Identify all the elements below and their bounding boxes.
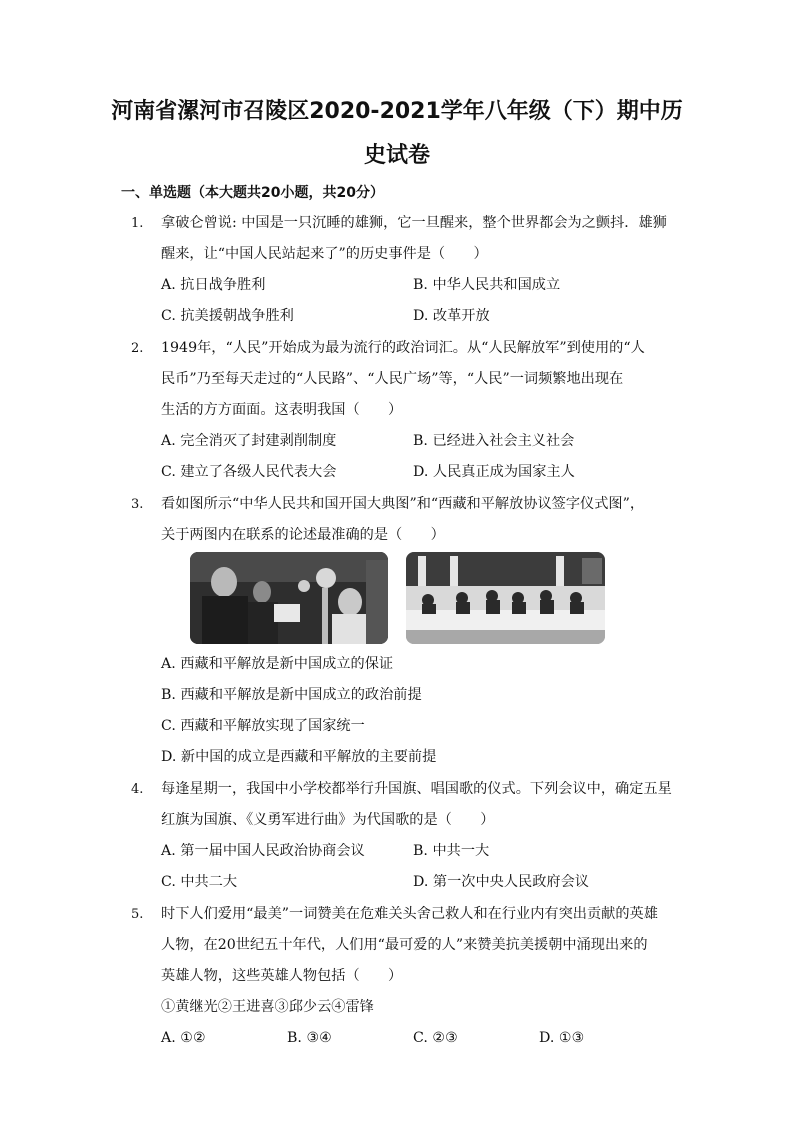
option-a: A. 抗日战争胜利 [161,277,266,293]
question-text: ①黄继光②王进喜③邱少云④雷锋 [161,999,374,1015]
question-number: 2. [131,341,144,356]
option-b: B. 西藏和平解放是新中国成立的政治前提 [161,687,422,703]
option-c: C. 建立了各级人民代表大会 [161,464,337,480]
question-text: 每逢星期一，我国中小学校都举行升国旗、唱国歌的仪式。下列会议中，确定五星 [161,781,672,797]
tibet-agreement-signing-photo [406,552,605,644]
option-d: D. ①③ [539,1030,585,1046]
option-a: A. ①② [161,1030,206,1046]
question-number: 1. [131,216,144,231]
option-d: D. 人民真正成为国家主人 [413,464,575,480]
question-number: 3. [131,497,144,512]
question-text: 红旗为国旗、《义勇军进行曲》为代国歌的是（ ） [161,812,495,828]
question-text: 拿破仑曾说: 中国是一只沉睡的雄狮，它一旦醒来，整个世界都会为之颤抖．雄狮 [161,215,667,231]
option-c: C. 中共二大 [161,874,238,890]
question-text: 民币”乃至每天走过的“人民路”、“人民广场”等，“人民”一词频繁地出现在 [161,371,624,387]
option-b: B. 已经进入社会主义社会 [413,433,575,449]
option-d: D. 改革开放 [413,308,490,324]
question-text: 关于两图内在联系的论述最准确的是（ ） [161,527,445,543]
option-c: C. 抗美援朝战争胜利 [161,308,294,324]
option-d: D. 第一次中央人民政府会议 [413,874,589,890]
option-b: B. 中共一大 [413,843,490,859]
section-heading: 一、单选题（本大题共20小题，共20分） [121,185,384,201]
question-text: 醒来，让“中国人民站起来了”的历史事件是（ ） [161,246,488,262]
question-number: 4. [131,782,144,797]
question-text: 时下人们爱用“最美”一词赞美在危难关头舍己救人和在行业内有突出贡献的英雄 [161,906,658,922]
option-a: A. 完全消灭了封建剥削制度 [161,433,337,449]
option-a: A. 第一届中国人民政治协商会议 [161,843,365,859]
option-c: C. 西藏和平解放实现了国家统一 [161,718,365,734]
question-text: 人物，在20世纪五十年代，人们用“最可爱的人”来赞美抗美援朝中涌现出来的 [161,937,648,953]
option-b: B. 中华人民共和国成立 [413,277,561,293]
question-text: 生活的方方面面。这表明我国（ ） [161,402,403,418]
founding-ceremony-photo [190,552,388,644]
question-number: 5. [131,907,144,922]
question-text: 1949年，“人民”开始成为最为流行的政治词汇。从“人民解放军”到使用的“人 [161,340,645,356]
question-text: 英雄人物，这些英雄人物包括（ ） [161,968,403,984]
option-a: A. 西藏和平解放是新中国成立的保证 [161,656,394,672]
option-c: C. ②③ [413,1030,458,1046]
exam-title-line-1: 河南省漯河市召陵区2020-2021学年八年级（下）期中历 [111,99,683,124]
exam-title-line-2: 史试卷 [363,143,430,168]
question-text: 看如图所示“中华人民共和国开国大典图”和“西藏和平解放协议签字仪式图”， [161,496,645,512]
option-b: B. ③④ [287,1030,332,1046]
option-d: D. 新中国的成立是西藏和平解放的主要前提 [161,749,437,765]
